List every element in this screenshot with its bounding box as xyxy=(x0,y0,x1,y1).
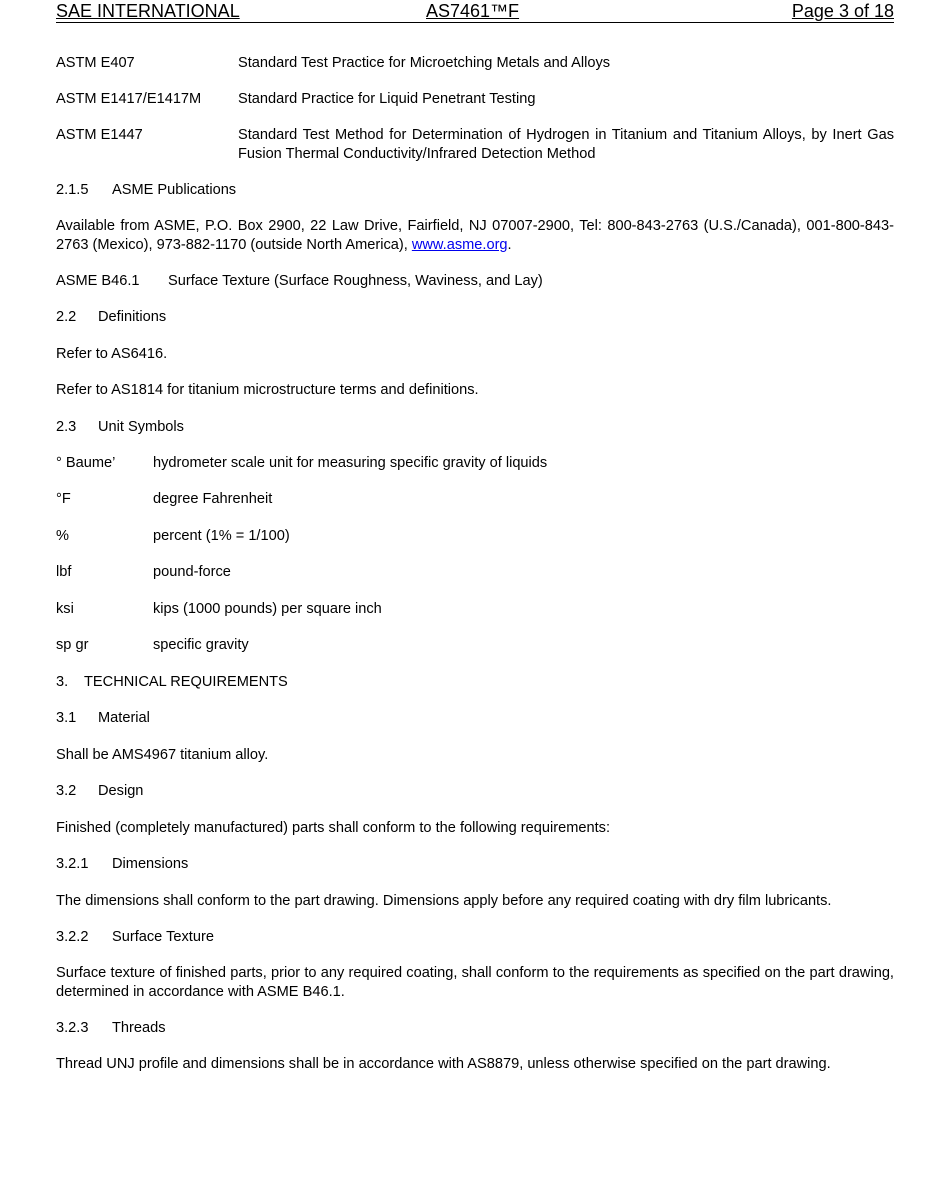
section-number: 3.2.2 xyxy=(56,929,89,945)
section-number: 3.2 xyxy=(56,783,77,799)
section-number: 3. xyxy=(56,674,69,690)
section-heading-3-2-3 xyxy=(56,1019,166,1037)
section-title: Design xyxy=(98,783,144,799)
ref-title: Standard Test Method for Determination of Hydrogen in Titanium and Titanium Alloys, by Inert Gas Fusion Thermal Conductivity/Infrared Detection Method xyxy=(238,127,894,162)
design-text: Finished (completely manufactured) parts shall conform to the following requirements: xyxy=(56,820,611,836)
section-title: Surface Texture xyxy=(112,929,214,945)
asme-availability-paragraph xyxy=(56,217,894,254)
ref-title: Standard Test Practice for Microetching Metals and Alloys xyxy=(238,55,611,71)
section-title: Definitions xyxy=(98,309,167,325)
section-number: 2.1.5 xyxy=(56,182,89,198)
definitions-text-2: Refer to AS1814 for titanium microstructure terms and definitions. xyxy=(56,382,479,398)
unit-definition: hydrometer scale unit for measuring specific gravity of liquids xyxy=(153,455,548,471)
dimensions-text: The dimensions shall conform to the part drawing. Dimensions apply before any required coating with dry film lubricants. xyxy=(56,893,832,909)
ref-code: ASME B46.1 xyxy=(56,273,140,289)
section-title: Threads xyxy=(112,1020,166,1036)
section-heading-3-2-1 xyxy=(56,855,188,873)
surface-texture-text: Surface texture of finished parts, prior to any required coating, shall conform to the requirements as specified on the part drawing, determined in accordance with ASME B46.1. xyxy=(56,965,894,1000)
ref-title: Standard Practice for Liquid Penetrant Testing xyxy=(238,91,536,107)
unit-symbol: ksi xyxy=(56,601,74,617)
section-number: 3.2.1 xyxy=(56,856,89,872)
section-title: Unit Symbols xyxy=(98,419,184,435)
ref-code: ASTM E407 xyxy=(56,55,135,71)
section-title: ASME Publications xyxy=(112,182,237,198)
asme-reference xyxy=(56,272,543,290)
asme-website-link[interactable]: www.asme.org xyxy=(411,236,508,253)
header-org: SAE INTERNATIONAL xyxy=(56,1,240,21)
unit-definition: pound-force xyxy=(153,564,231,580)
unit-definition: kips (1000 pounds) per square inch xyxy=(153,601,382,617)
material-text: Shall be AMS4967 titanium alloy. xyxy=(56,747,269,763)
unit-definition: degree Fahrenheit xyxy=(153,491,273,507)
section-title: TECHNICAL REQUIREMENTS xyxy=(84,674,288,690)
unit-definition: specific gravity xyxy=(153,637,249,653)
section-heading-3-2 xyxy=(56,782,143,800)
section-number: 3.2.3 xyxy=(56,1020,89,1036)
section-heading-3 xyxy=(56,673,288,691)
unit-symbol: °F xyxy=(56,491,71,507)
section-heading-2-1-5 xyxy=(56,181,236,199)
unit-symbol: ° Baume’ xyxy=(56,455,116,471)
ref-code: ASTM E1447 xyxy=(56,127,143,143)
definitions-text-1: Refer to AS6416. xyxy=(56,346,168,362)
unit-definition: percent (1% = 1/100) xyxy=(153,528,290,544)
ref-title: Surface Texture (Surface Roughness, Waviness, and Lay) xyxy=(168,273,543,289)
threads-text: Thread UNJ profile and dimensions shall be in accordance with AS8879, unless otherwise specified on the part drawing. xyxy=(56,1056,831,1072)
section-title: Dimensions xyxy=(112,856,189,872)
page-header xyxy=(56,0,894,23)
asme-availability-text: Available from ASME, P.O. Box 2900, 22 Law Drive, Fairfield, NJ 07007-2900, Tel: 800-843-2763 (U.S./Canada), 001-800-843-2763 (Mexico), 973-882-1170 (outside North America), xyxy=(56,218,894,253)
section-heading-3-1 xyxy=(56,709,150,727)
section-heading-3-2-2 xyxy=(56,928,214,946)
unit-symbol: % xyxy=(56,528,69,544)
section-number: 2.3 xyxy=(56,419,77,435)
header-doc-number: AS7461™F xyxy=(426,1,520,21)
section-heading-2-2 xyxy=(56,308,166,326)
section-title: Material xyxy=(98,710,150,726)
section-number: 2.2 xyxy=(56,309,77,325)
unit-symbol: lbf xyxy=(56,564,72,580)
unit-symbol: sp gr xyxy=(56,637,89,653)
section-heading-2-3 xyxy=(56,418,184,436)
ref-code: ASTM E1417/E1417M xyxy=(56,91,202,107)
header-page-number: Page 3 of 18 xyxy=(791,1,894,21)
section-number: 3.1 xyxy=(56,710,77,726)
asme-availability-end: . xyxy=(507,236,512,253)
